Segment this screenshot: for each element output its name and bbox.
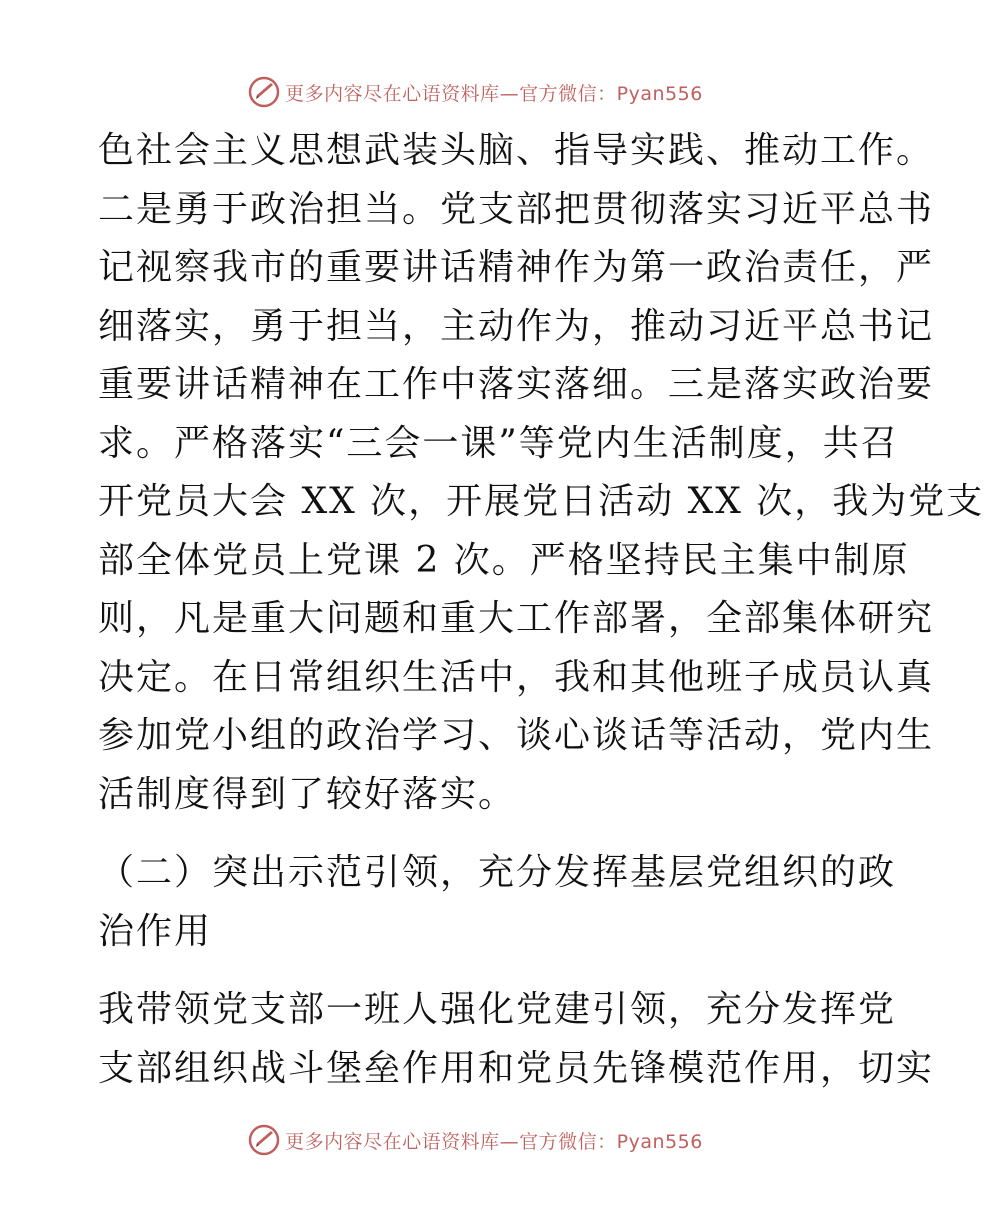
heading-line: （二）突出示范引领，充分发挥基层党组织的政 bbox=[98, 852, 897, 893]
header-banner bbox=[0, 72, 950, 112]
footer-banner bbox=[0, 1120, 950, 1160]
text-line: 开党员大会 XX 次，开展党日活动 XX 次，我为党支 bbox=[98, 481, 984, 522]
text-line: 色社会主义思想武装头脑、指导实践、推动工作。 bbox=[98, 130, 935, 171]
logo-icon bbox=[247, 75, 281, 109]
text-line: 部全体党员上党课 2 次。严格坚持民主集中制原 bbox=[98, 539, 910, 581]
heading-line: 治作用 bbox=[98, 910, 213, 952]
paragraph-2 bbox=[98, 981, 935, 1098]
paragraph-1 bbox=[98, 122, 984, 824]
text-line: 重要讲话精神在工作中落实落细。三是落实政治要 bbox=[98, 364, 935, 405]
logo-icon bbox=[247, 1123, 281, 1157]
text-line: 细落实，勇于担当，主动作为，推动习近平总书记 bbox=[98, 305, 935, 347]
text-line: 二是勇于政治担当。党支部把贯彻落实习近平总书 bbox=[98, 188, 935, 230]
document-body bbox=[98, 122, 984, 1098]
section-heading-2 bbox=[98, 844, 897, 961]
text-line: 决定。在日常组织生活中，我和其他班子成员认真 bbox=[98, 656, 935, 698]
text-line: 记视察我市的重要讲话精神作为第一政治责任，严 bbox=[98, 247, 935, 288]
text-line: 我带领党支部一班人强化党建引领，充分发挥党 bbox=[98, 989, 897, 1030]
text-line: 参加党小组的政治学习、谈心谈话等活动，党内生 bbox=[98, 715, 935, 756]
header-banner-text: 更多内容尽在心语资料库—官方微信：Pyan556 bbox=[285, 82, 703, 105]
footer-banner-text: 更多内容尽在心语资料库—官方微信：Pyan556 bbox=[285, 1130, 703, 1153]
text-line: 则，凡是重大问题和重大工作部署，全部集体研究 bbox=[98, 598, 935, 639]
text-line: 求。严格落实“三会一课”等党内生活制度，共召 bbox=[98, 422, 899, 464]
text-line: 支部组织战斗堡垒作用和党员先锋模范作用，切实 bbox=[98, 1047, 935, 1089]
text-line: 活制度得到了较好落实。 bbox=[98, 773, 517, 815]
